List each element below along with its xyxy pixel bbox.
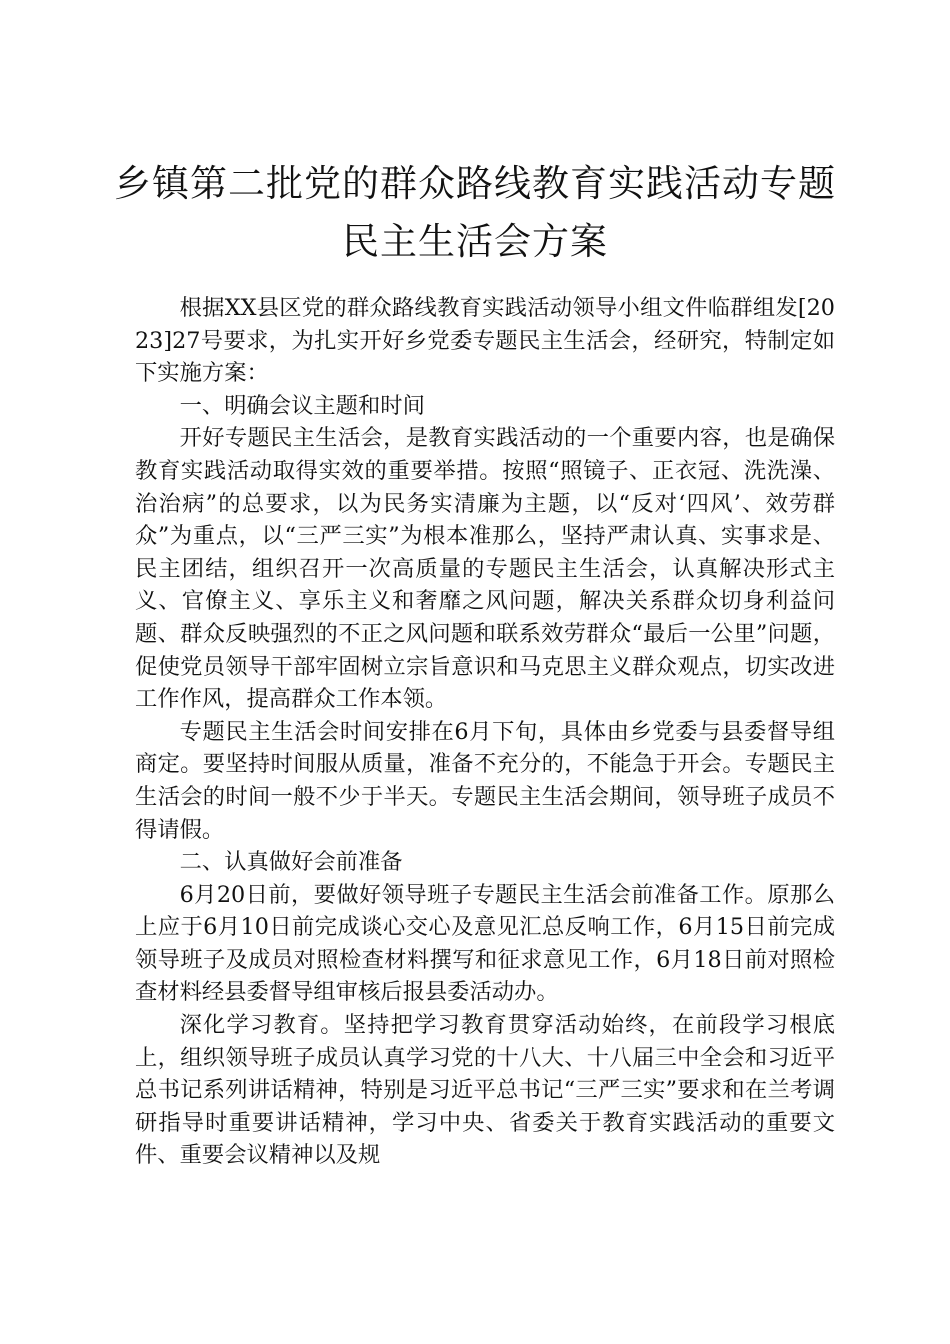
document-title-line-1: 乡镇第二批党的群众路线教育实践活动专题 [114,162,836,205]
section-heading-1: 一、明确会议主题和时间 [179,392,425,419]
body-paragraph: 6月20日前，要做好领导班子专题民主生活会前准备工作。原那么上应于6月10日前完成谈心交心及意见汇总反响工作，6月15日前完成领导班子及成员对照检查材料撰写和征求意见工作，6月18日前对照检查材料经县委督导组审核后报县委活动办。 [135,881,835,1006]
section-heading-2: 二、认真做好会前准备 [179,849,403,876]
document-body [135,292,835,1172]
body-paragraph: 开好专题民主生活会，是教育实践活动的一个重要内容，也是确保教育实践活动取得实效的重要举措。按照“照镜子、正衣冠、洗洗澡、治治病”的总要求，以为民务实清廉为主题，以“反对‘四风’、效劳群众”为重点，以“三严三实”为根本准那么，坚持严肃认真、实事求是、民主团结，组织召开一次高质量的专题民主生活会，认真解决形式主义、官僚主义、享乐主义和奢靡之风问题，解决关系群众切身利益问题、群众反映强烈的不正之风问题和联系效劳群众“最后一公里”问题，促使党员领导干部牢固树立宗旨意识和马克思主义群众观点，切实改进工作作风，提高群众工作本领。 [135,425,835,713]
document-title-line-2: 民主生活会方案 [342,220,608,263]
body-paragraph: 深化学习教育。坚持把学习教育贯穿活动始终，在前段学习根底上，组织领导班子成员认真学习党的十八大、十八届三中全会和习近平总书记系列讲话精神，特别是习近平总书记“三严三实”要求和在兰考调研指导时重要讲话精神，学习中央、省委关于教育实践活动的重要文件、重要会议精神以及规 [135,1012,835,1169]
body-paragraph: 专题民主生活会时间安排在6月下旬，具体由乡党委与县委督导组商定。要坚持时间服从质量，准备不充分的，不能急于开会。专题民主生活会的时间一般不少于半天。专题民主生活会期间，领导班子成员不得请假。 [135,718,835,843]
intro-paragraph: 根据XX县区党的群众路线教育实践活动领导小组文件临群组发[2023]27号要求，为扎实开好乡党委专题民主生活会，经研究，特制定如下实施方案： [135,295,835,387]
